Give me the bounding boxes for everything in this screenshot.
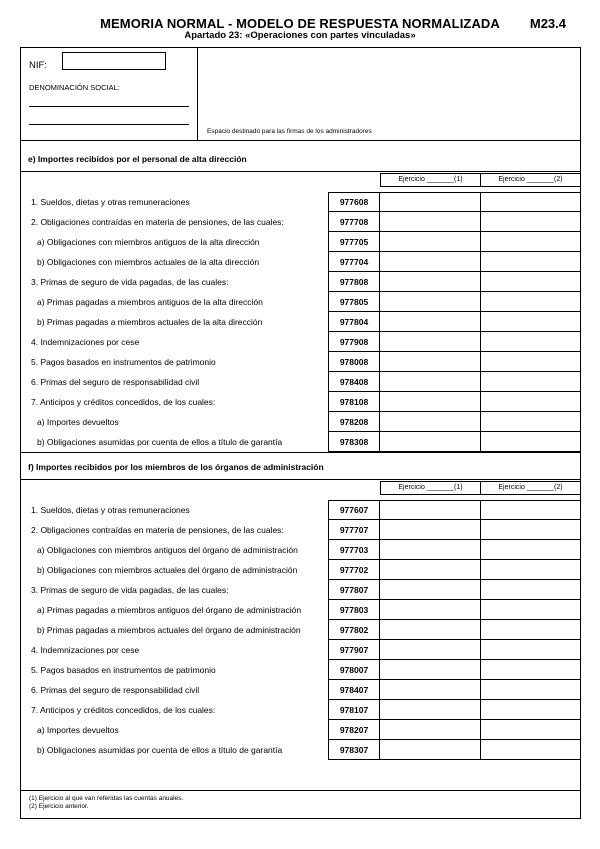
value-cell-current[interactable] — [380, 292, 481, 312]
row-code: 977608 — [328, 192, 380, 212]
value-cell-current[interactable] — [380, 332, 481, 352]
footnote-2: (2) Ejercicio anterior. — [29, 803, 89, 810]
value-cell-current[interactable] — [380, 192, 481, 212]
row-label: 1. Sueldos, dietas y otras remuneraciones — [31, 505, 190, 515]
value-cell-current[interactable] — [380, 412, 481, 432]
row-code: 977702 — [328, 560, 380, 580]
firmas-area[interactable] — [198, 48, 581, 140]
row-label: 3. Primas de seguro de vida pagadas, de las cuales: — [31, 585, 229, 595]
value-cell-current[interactable] — [380, 680, 481, 700]
row-label: a) Importes devueltos — [37, 725, 119, 735]
column-header-current: Ejercicio _______(1) — [380, 173, 481, 187]
row-label: a) Obligaciones con miembros antiguos de la alta dirección — [37, 237, 260, 247]
row-code: 978408 — [328, 372, 380, 392]
value-cell-current[interactable] — [380, 232, 481, 252]
row-code: 977808 — [328, 272, 380, 292]
divider — [21, 171, 580, 172]
value-cell-previous[interactable] — [480, 620, 581, 640]
form-frame — [20, 47, 581, 819]
row-code: 977705 — [328, 232, 380, 252]
value-cell-current[interactable] — [380, 252, 481, 272]
row-code: 977803 — [328, 600, 380, 620]
value-cell-previous[interactable] — [480, 332, 581, 352]
value-cell-current[interactable] — [380, 372, 481, 392]
row-label: a) Primas pagadas a miembros antiguos de la alta dirección — [37, 297, 263, 307]
row-code: 978407 — [328, 680, 380, 700]
value-cell-previous[interactable] — [480, 560, 581, 580]
value-cell-current[interactable] — [380, 540, 481, 560]
row-code: 977704 — [328, 252, 380, 272]
value-cell-previous[interactable] — [480, 252, 581, 272]
value-cell-previous[interactable] — [480, 740, 581, 760]
row-label: b) Obligaciones con miembros actuales del órgano de administración — [37, 565, 298, 575]
value-cell-current[interactable] — [380, 720, 481, 740]
section-f-title: f) Importes recibidos por los miembros de los órganos de administración — [28, 462, 324, 472]
row-label: 5. Pagos basados en instrumentos de patrimonio — [31, 665, 216, 675]
value-cell-current[interactable] — [380, 640, 481, 660]
value-cell-current[interactable] — [380, 520, 481, 540]
denominacion-label: DENOMINACIÓN SOCIAL: — [29, 83, 120, 92]
section-e-title: e) Importes recibidos por el personal de alta dirección — [28, 154, 247, 164]
nif-label: NIF: — [29, 60, 47, 71]
value-cell-previous[interactable] — [480, 292, 581, 312]
row-code: 977908 — [328, 332, 380, 352]
row-code: 978108 — [328, 392, 380, 412]
value-cell-previous[interactable] — [480, 580, 581, 600]
value-cell-previous[interactable] — [480, 272, 581, 292]
row-label: b) Obligaciones asumidas por cuenta de ellos a título de garantía — [37, 437, 283, 447]
row-label: 2. Obligaciones contraídas en materia de pensiones, de las cuales: — [31, 217, 284, 227]
value-cell-current[interactable] — [380, 272, 481, 292]
row-label: b) Primas pagadas a miembros actuales del órgano de administración — [37, 625, 301, 635]
row-code: 977802 — [328, 620, 380, 640]
row-code: 977703 — [328, 540, 380, 560]
value-cell-previous[interactable] — [480, 232, 581, 252]
value-cell-current[interactable] — [380, 660, 481, 680]
value-cell-previous[interactable] — [480, 660, 581, 680]
value-cell-current[interactable] — [380, 212, 481, 232]
firmas-label: Espacio destinado para las firmas de los administradores — [207, 128, 372, 135]
value-cell-previous[interactable] — [480, 540, 581, 560]
row-label: a) Importes devueltos — [37, 417, 119, 427]
value-cell-previous[interactable] — [480, 212, 581, 232]
column-header-current: Ejercicio _______(1) — [380, 481, 481, 495]
value-cell-previous[interactable] — [480, 192, 581, 212]
row-code: 978207 — [328, 720, 380, 740]
row-code: 977708 — [328, 212, 380, 232]
footnote-1: (1) Ejercicio al que van referidas las cuentas anuales. — [29, 795, 184, 802]
row-label: 6. Primas del seguro de responsabilidad civil — [31, 377, 200, 387]
row-code: 977907 — [328, 640, 380, 660]
value-cell-previous[interactable] — [480, 500, 581, 520]
denominacion-line-1[interactable] — [29, 106, 189, 107]
column-header-previous: Ejercicio _______(2) — [480, 173, 581, 187]
value-cell-previous[interactable] — [480, 640, 581, 660]
row-label: 7. Anticipos y créditos concedidos, de los cuales: — [31, 705, 216, 715]
value-cell-current[interactable] — [380, 432, 481, 452]
divider — [21, 452, 580, 453]
value-cell-previous[interactable] — [480, 600, 581, 620]
value-cell-current[interactable] — [380, 352, 481, 372]
value-cell-previous[interactable] — [480, 352, 581, 372]
row-label: 2. Obligaciones contraídas en materia de pensiones, de las cuales: — [31, 525, 284, 535]
denominacion-line-2[interactable] — [29, 124, 189, 125]
value-cell-previous[interactable] — [480, 432, 581, 452]
value-cell-current[interactable] — [380, 740, 481, 760]
row-code: 978308 — [328, 432, 380, 452]
value-cell-current[interactable] — [380, 700, 481, 720]
value-cell-previous[interactable] — [480, 700, 581, 720]
divider — [21, 140, 580, 141]
row-label: 5. Pagos basados en instrumentos de patrimonio — [31, 357, 216, 367]
row-label: b) Obligaciones con miembros actuales de la alta dirección — [37, 257, 260, 267]
row-label: 1. Sueldos, dietas y otras remuneraciones — [31, 197, 190, 207]
row-label: b) Primas pagadas a miembros actuales de la alta dirección — [37, 317, 263, 327]
divider — [21, 479, 580, 480]
value-cell-previous[interactable] — [480, 312, 581, 332]
nif-field[interactable] — [62, 52, 166, 70]
value-cell-current[interactable] — [380, 560, 481, 580]
row-label: a) Primas pagadas a miembros antiguos del órgano de administración — [37, 605, 302, 615]
value-cell-previous[interactable] — [480, 680, 581, 700]
row-code: 978008 — [328, 352, 380, 372]
row-code: 977805 — [328, 292, 380, 312]
row-code: 978307 — [328, 740, 380, 760]
row-code: 977804 — [328, 312, 380, 332]
row-label: 3. Primas de seguro de vida pagadas, de las cuales: — [31, 277, 229, 287]
value-cell-current[interactable] — [380, 312, 481, 332]
row-label: b) Obligaciones asumidas por cuenta de ellos a título de garantía — [37, 745, 283, 755]
form-title: MEMORIA NORMAL - MODELO DE RESPUESTA NORMALIZADA — [100, 16, 500, 31]
row-label: 7. Anticipos y créditos concedidos, de los cuales: — [31, 397, 216, 407]
value-cell-current[interactable] — [380, 620, 481, 640]
form-code: M23.4 — [529, 16, 566, 31]
value-cell-previous[interactable] — [480, 412, 581, 432]
value-cell-current[interactable] — [380, 500, 481, 520]
row-code: 978107 — [328, 700, 380, 720]
value-cell-current[interactable] — [380, 580, 481, 600]
row-label: 6. Primas del seguro de responsabilidad civil — [31, 685, 200, 695]
value-cell-current[interactable] — [380, 600, 481, 620]
row-code: 978208 — [328, 412, 380, 432]
column-header-previous: Ejercicio _______(2) — [480, 481, 581, 495]
value-cell-previous[interactable] — [480, 520, 581, 540]
row-code: 977707 — [328, 520, 380, 540]
row-label: a) Obligaciones con miembros antiguos del órgano de administración — [37, 545, 298, 555]
row-label: 4. Indemnizaciones por cese — [31, 337, 140, 347]
divider — [21, 790, 580, 791]
value-cell-previous[interactable] — [480, 372, 581, 392]
row-code: 978007 — [328, 660, 380, 680]
row-label: 4. Indemnizaciones por cese — [31, 645, 140, 655]
value-cell-previous[interactable] — [480, 720, 581, 740]
row-code: 977607 — [328, 500, 380, 520]
form-subtitle: Apartado 23: «Operaciones con partes vinculadas» — [184, 30, 416, 41]
row-code: 977807 — [328, 580, 380, 600]
value-cell-current[interactable] — [380, 392, 481, 412]
value-cell-previous[interactable] — [480, 392, 581, 412]
